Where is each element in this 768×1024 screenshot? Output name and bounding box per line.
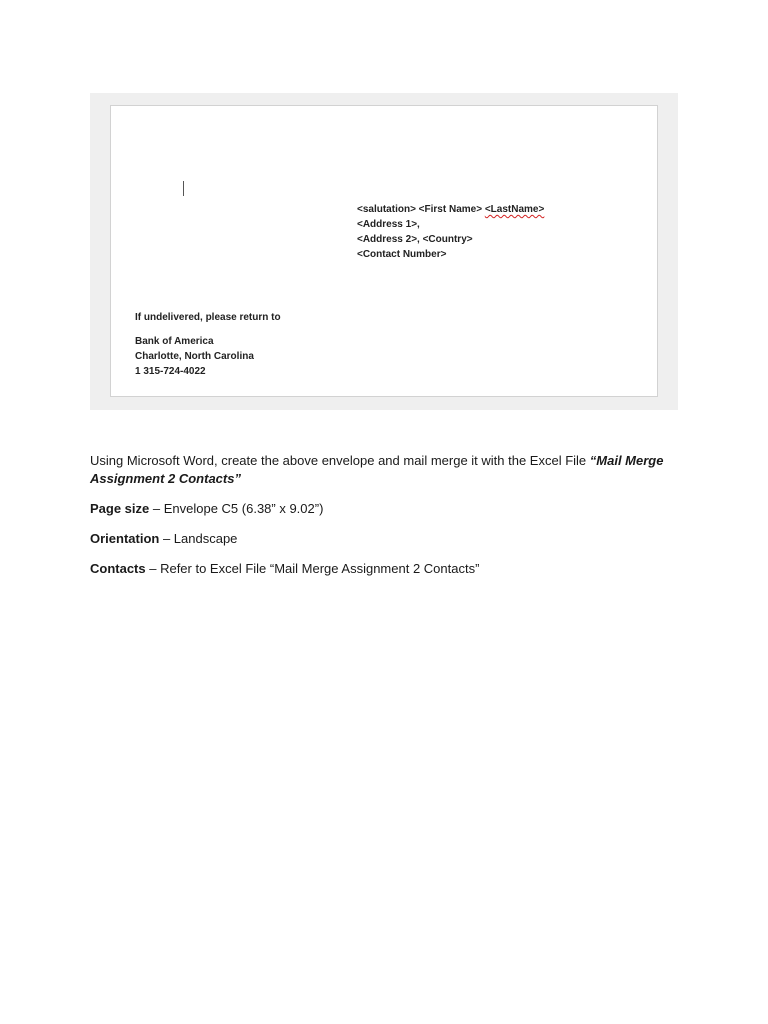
merge-field-salutation-first-name: <salutation> <First Name> (357, 204, 485, 215)
instruction-intro (90, 452, 690, 488)
return-address-line3: 1 315-724-4022 (135, 366, 206, 377)
recipient-address-block (357, 202, 544, 262)
instructions (90, 452, 690, 590)
merge-field-contact-number: <Contact Number> (357, 249, 447, 260)
envelope-preview-frame (90, 93, 678, 410)
return-address-line2: Charlotte, North Carolina (135, 351, 254, 362)
merge-field-address2-country: <Address 2>, <Country> (357, 234, 473, 245)
instruction-contacts (90, 560, 690, 578)
instruction-intro-text: Using Microsoft Word, create the above envelope and mail merge it with the Excel File (90, 453, 590, 468)
merge-field-address1: <Address 1>, (357, 219, 420, 230)
page-size-label: Page size (90, 501, 150, 516)
contacts-label: Contacts (90, 561, 146, 576)
merge-field-last-name: <LastName> (484, 204, 545, 215)
recipient-name-line (357, 202, 544, 217)
envelope-page (110, 105, 658, 397)
return-address-block (135, 334, 254, 379)
instruction-intro-file: “Mail Merge Assignment 2 Contacts” (90, 453, 664, 486)
return-address-line1: Bank of America (135, 336, 214, 347)
return-note: If undelivered, please return to (135, 312, 281, 323)
text-cursor (183, 181, 184, 196)
instruction-page-size (90, 500, 690, 518)
orientation-label: Orientation (90, 531, 160, 546)
instruction-orientation (90, 530, 690, 548)
contacts-value: – Refer to Excel File “Mail Merge Assignment 2 Contacts” (145, 561, 480, 576)
orientation-value: – Landscape (159, 531, 238, 546)
page-size-value: – Envelope C5 (6.38” x 9.02”) (149, 501, 324, 516)
